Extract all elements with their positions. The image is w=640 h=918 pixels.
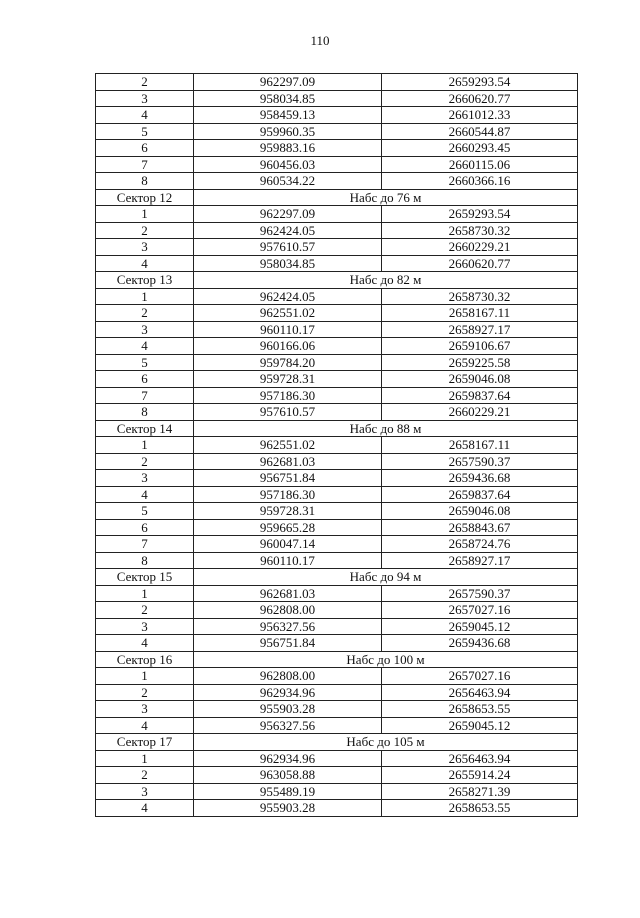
x-coordinate: 962551.02	[194, 437, 382, 454]
sector-depth: Набс до 100 м	[194, 651, 578, 668]
sector-depth: Набс до 105 м	[194, 734, 578, 751]
point-number: 4	[96, 255, 194, 272]
point-row	[96, 486, 578, 503]
y-coordinate: 2658271.39	[382, 783, 578, 800]
point-row	[96, 717, 578, 734]
y-coordinate: 2657027.16	[382, 668, 578, 685]
y-coordinate: 2655914.24	[382, 767, 578, 784]
y-coordinate: 2659436.68	[382, 470, 578, 487]
point-number: 1	[96, 585, 194, 602]
y-coordinate: 2660229.21	[382, 404, 578, 421]
point-row	[96, 783, 578, 800]
x-coordinate: 958034.85	[194, 90, 382, 107]
y-coordinate: 2658167.11	[382, 305, 578, 322]
y-coordinate: 2659293.54	[382, 74, 578, 91]
x-coordinate: 959728.31	[194, 371, 382, 388]
x-coordinate: 962424.05	[194, 288, 382, 305]
point-number: 2	[96, 222, 194, 239]
y-coordinate: 2656463.94	[382, 684, 578, 701]
y-coordinate: 2659837.64	[382, 387, 578, 404]
x-coordinate: 959960.35	[194, 123, 382, 140]
y-coordinate: 2659045.12	[382, 618, 578, 635]
sector-name: Сектор 16	[96, 651, 194, 668]
point-number: 3	[96, 239, 194, 256]
y-coordinate: 2659293.54	[382, 206, 578, 223]
sector-name: Сектор 14	[96, 420, 194, 437]
y-coordinate: 2660115.06	[382, 156, 578, 173]
x-coordinate: 960110.17	[194, 552, 382, 569]
sector-depth: Набс до 94 м	[194, 569, 578, 586]
y-coordinate: 2660620.77	[382, 90, 578, 107]
x-coordinate: 962808.00	[194, 602, 382, 619]
sector-header-row	[96, 272, 578, 289]
x-coordinate: 960166.06	[194, 338, 382, 355]
x-coordinate: 956327.56	[194, 618, 382, 635]
sector-name: Сектор 17	[96, 734, 194, 751]
x-coordinate: 958034.85	[194, 255, 382, 272]
x-coordinate: 955903.28	[194, 800, 382, 817]
point-number: 4	[96, 486, 194, 503]
y-coordinate: 2659436.68	[382, 635, 578, 652]
point-row	[96, 371, 578, 388]
sector-name: Сектор 12	[96, 189, 194, 206]
point-row	[96, 536, 578, 553]
point-row	[96, 701, 578, 718]
y-coordinate: 2656463.94	[382, 750, 578, 767]
x-coordinate: 962551.02	[194, 305, 382, 322]
point-number: 7	[96, 156, 194, 173]
x-coordinate: 956751.84	[194, 470, 382, 487]
point-number: 4	[96, 107, 194, 124]
point-row	[96, 750, 578, 767]
point-number: 5	[96, 503, 194, 520]
x-coordinate: 962681.03	[194, 585, 382, 602]
point-row	[96, 305, 578, 322]
x-coordinate: 962934.96	[194, 684, 382, 701]
x-coordinate: 955489.19	[194, 783, 382, 800]
point-number: 4	[96, 800, 194, 817]
y-coordinate: 2659106.67	[382, 338, 578, 355]
point-row	[96, 767, 578, 784]
point-row	[96, 585, 578, 602]
x-coordinate: 960456.03	[194, 156, 382, 173]
point-number: 1	[96, 206, 194, 223]
point-number: 2	[96, 453, 194, 470]
x-coordinate: 955903.28	[194, 701, 382, 718]
x-coordinate: 957610.57	[194, 239, 382, 256]
point-number: 3	[96, 90, 194, 107]
x-coordinate: 962424.05	[194, 222, 382, 239]
coordinates-table-body	[96, 74, 578, 817]
point-row	[96, 503, 578, 520]
x-coordinate: 962681.03	[194, 453, 382, 470]
sector-depth: Набс до 88 м	[194, 420, 578, 437]
point-number: 3	[96, 701, 194, 718]
sector-header-row	[96, 189, 578, 206]
y-coordinate: 2658927.17	[382, 552, 578, 569]
point-number: 8	[96, 404, 194, 421]
y-coordinate: 2658653.55	[382, 800, 578, 817]
point-number: 7	[96, 536, 194, 553]
point-row	[96, 635, 578, 652]
x-coordinate: 958459.13	[194, 107, 382, 124]
point-number: 2	[96, 767, 194, 784]
point-row	[96, 668, 578, 685]
point-number: 3	[96, 783, 194, 800]
point-row	[96, 90, 578, 107]
x-coordinate: 957186.30	[194, 486, 382, 503]
y-coordinate: 2658730.32	[382, 288, 578, 305]
point-number: 3	[96, 470, 194, 487]
point-number: 1	[96, 750, 194, 767]
point-number: 1	[96, 288, 194, 305]
sector-header-row	[96, 420, 578, 437]
point-number: 1	[96, 668, 194, 685]
sector-depth: Набс до 82 м	[194, 272, 578, 289]
y-coordinate: 2657027.16	[382, 602, 578, 619]
point-row	[96, 338, 578, 355]
y-coordinate: 2660620.77	[382, 255, 578, 272]
point-number: 5	[96, 123, 194, 140]
x-coordinate: 959784.20	[194, 354, 382, 371]
y-coordinate: 2658730.32	[382, 222, 578, 239]
x-coordinate: 960110.17	[194, 321, 382, 338]
y-coordinate: 2659046.08	[382, 371, 578, 388]
y-coordinate: 2657590.37	[382, 453, 578, 470]
sector-header-row	[96, 569, 578, 586]
page-number: 110	[310, 33, 330, 48]
point-row	[96, 239, 578, 256]
point-row	[96, 552, 578, 569]
y-coordinate: 2658927.17	[382, 321, 578, 338]
x-coordinate: 962297.09	[194, 206, 382, 223]
point-number: 2	[96, 684, 194, 701]
point-number: 6	[96, 140, 194, 157]
x-coordinate: 957186.30	[194, 387, 382, 404]
y-coordinate: 2660229.21	[382, 239, 578, 256]
point-number: 2	[96, 74, 194, 91]
y-coordinate: 2658167.11	[382, 437, 578, 454]
y-coordinate: 2658724.76	[382, 536, 578, 553]
x-coordinate: 957610.57	[194, 404, 382, 421]
point-row	[96, 404, 578, 421]
point-number: 3	[96, 618, 194, 635]
point-row	[96, 387, 578, 404]
coordinates-table	[95, 73, 578, 817]
y-coordinate: 2658653.55	[382, 701, 578, 718]
x-coordinate: 959883.16	[194, 140, 382, 157]
x-coordinate: 956327.56	[194, 717, 382, 734]
x-coordinate: 960534.22	[194, 173, 382, 190]
point-row	[96, 123, 578, 140]
sector-header-row	[96, 734, 578, 751]
point-row	[96, 140, 578, 157]
y-coordinate: 2660544.87	[382, 123, 578, 140]
x-coordinate: 962934.96	[194, 750, 382, 767]
point-row	[96, 354, 578, 371]
y-coordinate: 2657590.37	[382, 585, 578, 602]
point-row	[96, 74, 578, 91]
y-coordinate: 2659046.08	[382, 503, 578, 520]
point-number: 4	[96, 338, 194, 355]
x-coordinate: 959728.31	[194, 503, 382, 520]
y-coordinate: 2660366.16	[382, 173, 578, 190]
point-number: 5	[96, 354, 194, 371]
sector-header-row	[96, 651, 578, 668]
point-number: 8	[96, 173, 194, 190]
point-row	[96, 684, 578, 701]
point-row	[96, 206, 578, 223]
x-coordinate: 960047.14	[194, 536, 382, 553]
point-row	[96, 255, 578, 272]
y-coordinate: 2660293.45	[382, 140, 578, 157]
point-row	[96, 437, 578, 454]
point-row	[96, 173, 578, 190]
point-row	[96, 800, 578, 817]
y-coordinate: 2661012.33	[382, 107, 578, 124]
point-number: 2	[96, 602, 194, 619]
y-coordinate: 2659225.58	[382, 354, 578, 371]
sector-name: Сектор 13	[96, 272, 194, 289]
point-row	[96, 618, 578, 635]
y-coordinate: 2659837.64	[382, 486, 578, 503]
point-number: 6	[96, 371, 194, 388]
x-coordinate: 962808.00	[194, 668, 382, 685]
point-number: 1	[96, 437, 194, 454]
point-number: 6	[96, 519, 194, 536]
x-coordinate: 962297.09	[194, 74, 382, 91]
point-row	[96, 602, 578, 619]
point-row	[96, 222, 578, 239]
x-coordinate: 956751.84	[194, 635, 382, 652]
point-row	[96, 453, 578, 470]
point-row	[96, 321, 578, 338]
y-coordinate: 2658843.67	[382, 519, 578, 536]
point-row	[96, 107, 578, 124]
point-number: 3	[96, 321, 194, 338]
point-row	[96, 288, 578, 305]
sector-name: Сектор 15	[96, 569, 194, 586]
x-coordinate: 963058.88	[194, 767, 382, 784]
point-row	[96, 156, 578, 173]
point-number: 7	[96, 387, 194, 404]
sector-depth: Набс до 76 м	[194, 189, 578, 206]
y-coordinate: 2659045.12	[382, 717, 578, 734]
point-number: 8	[96, 552, 194, 569]
point-row	[96, 519, 578, 536]
point-row	[96, 470, 578, 487]
point-number: 2	[96, 305, 194, 322]
point-number: 4	[96, 717, 194, 734]
point-number: 4	[96, 635, 194, 652]
x-coordinate: 959665.28	[194, 519, 382, 536]
